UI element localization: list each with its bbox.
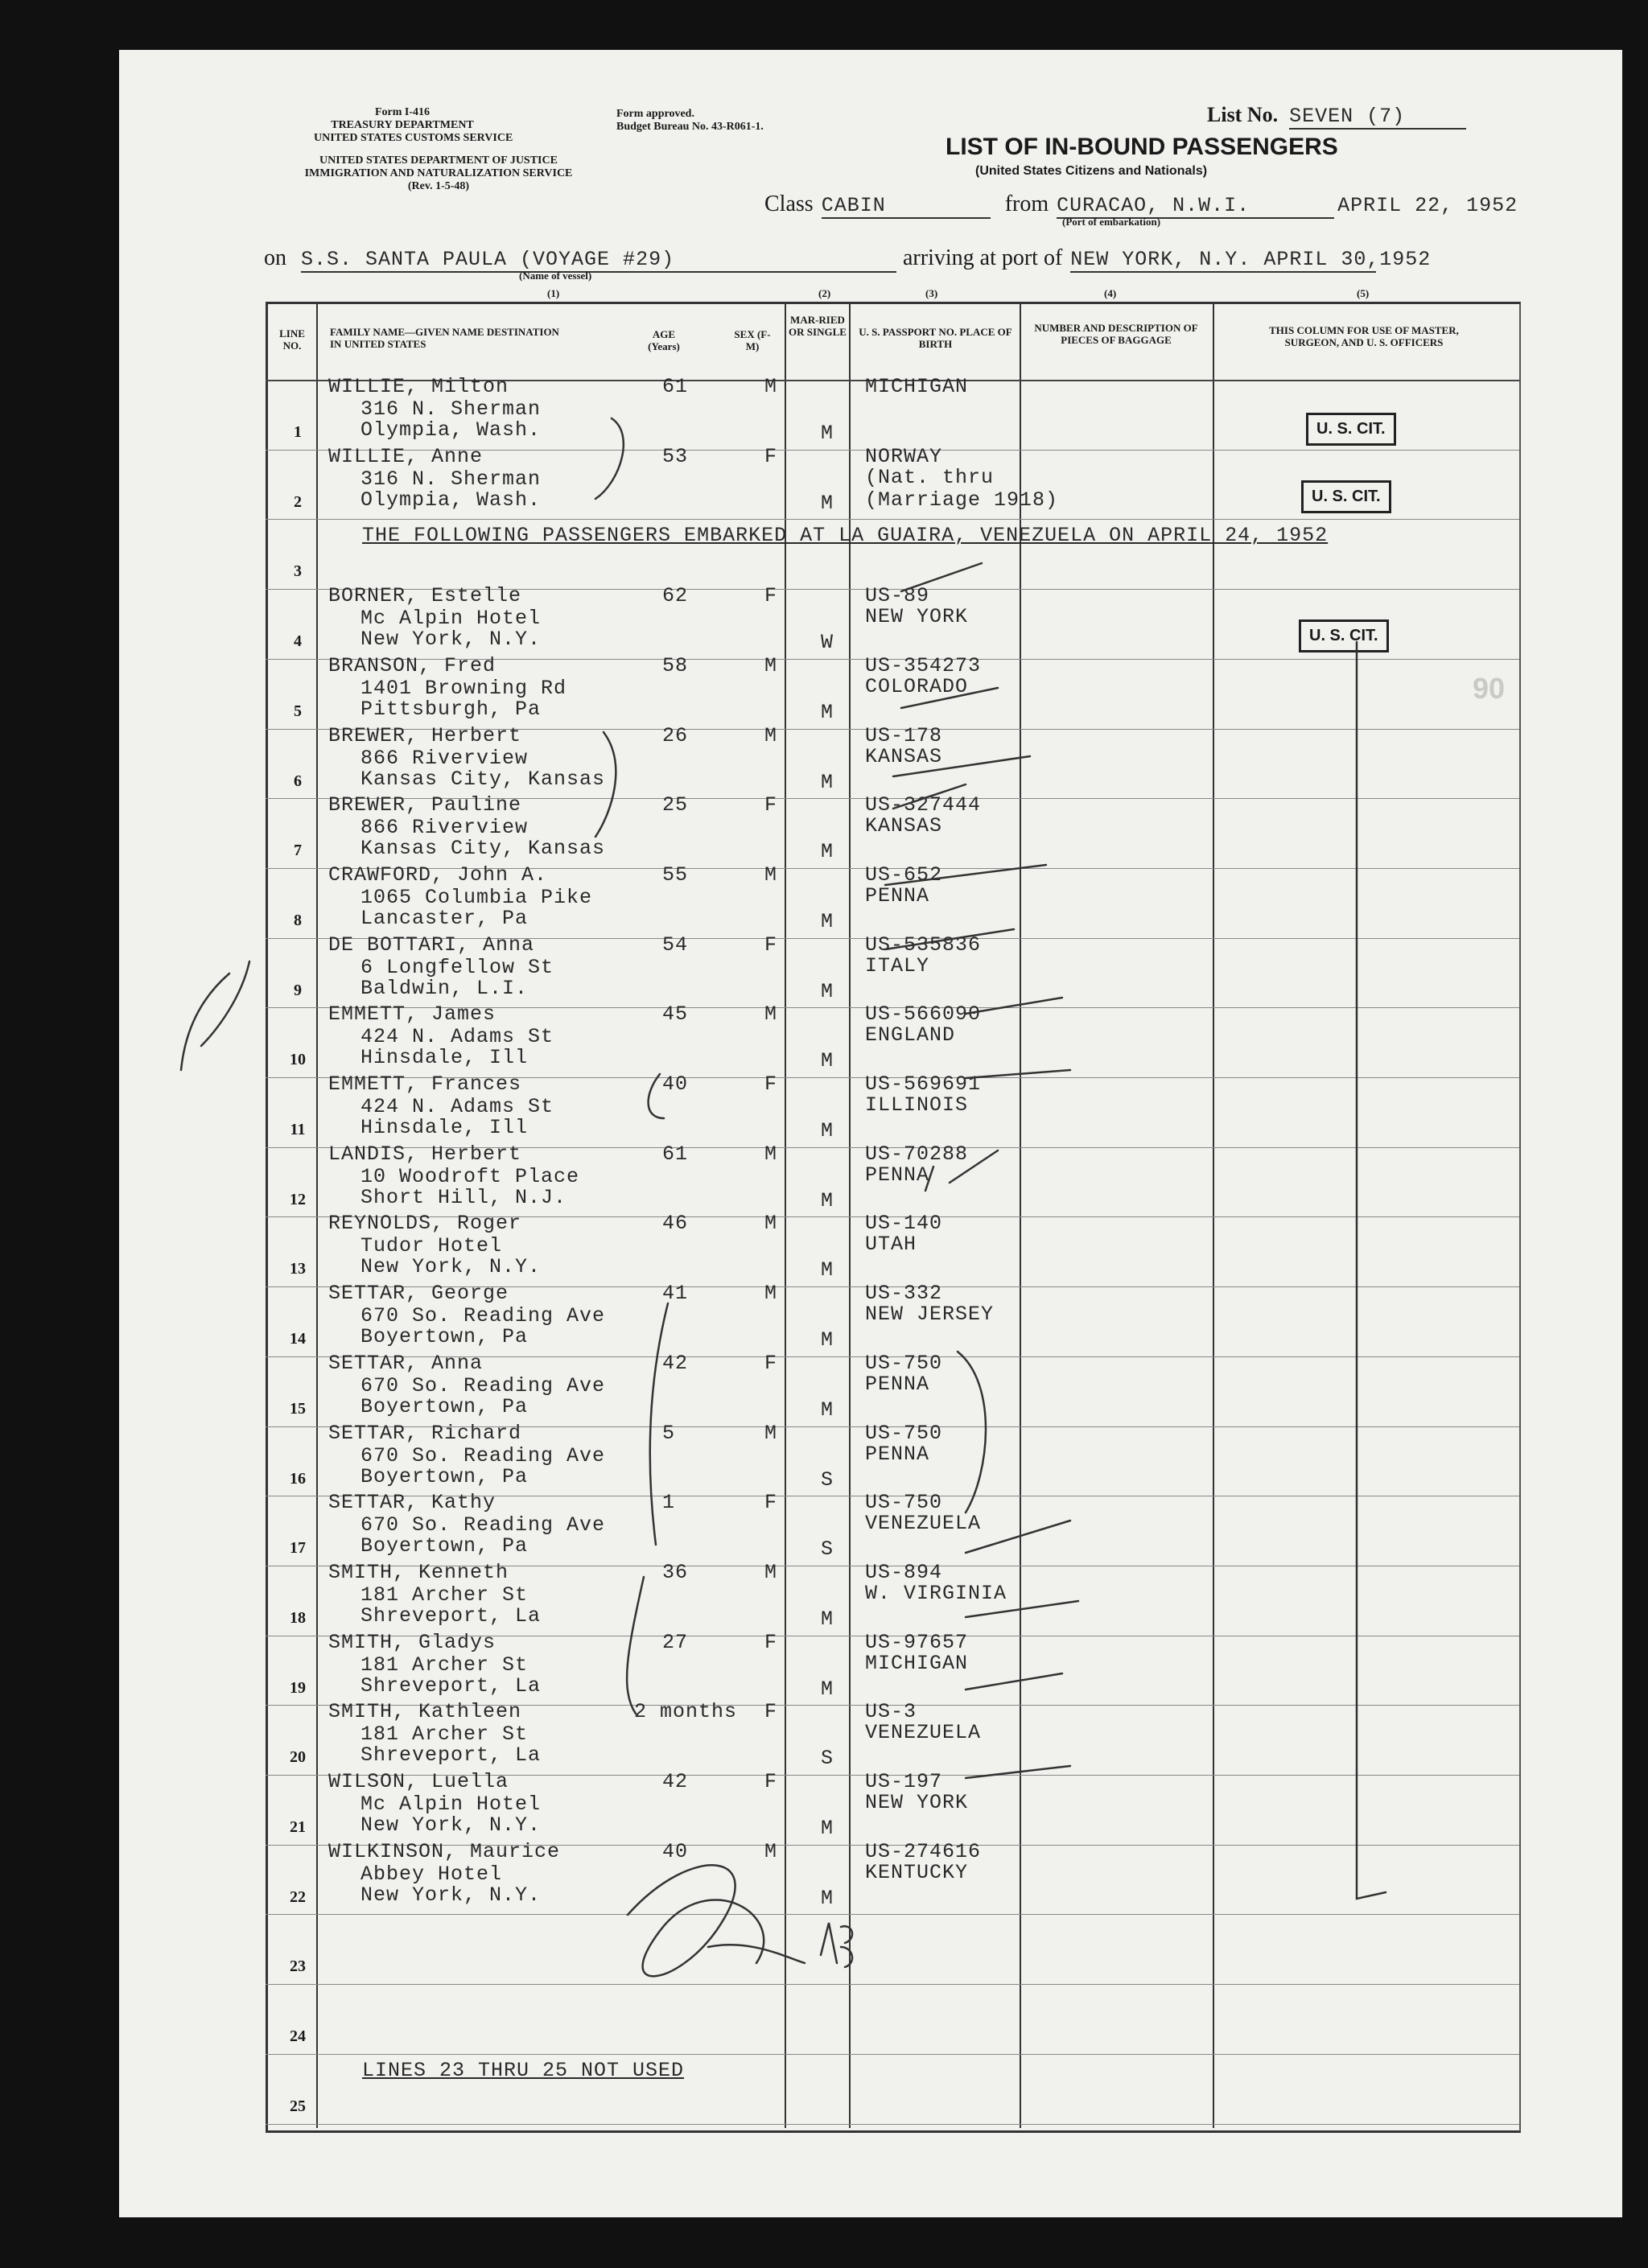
line-number: 24 [290, 2027, 306, 2046]
place-of-birth: UTAH [865, 1233, 917, 1257]
passport-number: US-140 [865, 1212, 943, 1236]
passenger-sex: F [764, 1700, 778, 1724]
col-num-5: (5) [1357, 287, 1370, 299]
passenger-address: 316 N. Sherman [360, 397, 542, 421]
place-of-birth: NEW YORK [865, 1791, 969, 1814]
passenger-age: 55 [662, 862, 689, 887]
place-of-birth: VENEZUELA [865, 1512, 982, 1536]
col-officers: THIS COLUMN FOR USE OF MASTER, SURGEON, AND U. S. OFFICERS [1269, 324, 1459, 348]
service-name: UNITED STATES CUSTOMS SERVICE [314, 132, 513, 144]
marital-status: M [821, 1886, 834, 1910]
passenger-name: WILLIE, Milton [328, 375, 509, 398]
passenger-name: REYNOLDS, Roger [328, 1212, 522, 1236]
passenger-city: Kansas City, Kansas [360, 767, 606, 791]
passenger-name: SMITH, Kathleen [328, 1700, 522, 1724]
passenger-age: 46 [662, 1212, 689, 1236]
passenger-sex: M [764, 1560, 778, 1584]
budget-bureau-number: Budget Bureau No. 43-R061-1. [616, 121, 764, 133]
passenger-city: Short Hill, N.J. [360, 1185, 567, 1209]
passenger-address: 316 N. Sherman [360, 467, 542, 491]
line-number: 9 [294, 981, 302, 999]
embark-year: 52 [1492, 194, 1518, 217]
passenger-address: Abbey Hotel [360, 1862, 503, 1886]
marital-status: M [821, 1049, 834, 1073]
passenger-sex: M [764, 862, 778, 887]
marital-status: M [821, 1677, 834, 1701]
passenger-age: 36 [662, 1560, 689, 1584]
passport-number: US-354273 [865, 653, 982, 677]
class-label: Class [764, 191, 814, 216]
passenger-age: 27 [662, 1630, 689, 1654]
passenger-name: WILSON, Luella [328, 1770, 509, 1793]
passenger-address: 670 So. Reading Ave [360, 1304, 606, 1328]
passport-number: MICHIGAN [865, 375, 969, 398]
passenger-city: Olympia, Wash. [360, 418, 542, 442]
passenger-city: New York, N.Y. [360, 1883, 542, 1907]
passenger-age: 45 [662, 1002, 689, 1027]
vessel-name: S.S. SANTA PAULA (VOYAGE #29) [301, 248, 896, 273]
passenger-address: 670 So. Reading Ave [360, 1373, 606, 1397]
passenger-address: 181 Archer St [360, 1653, 529, 1677]
row-note: THE FOLLOWING PASSENGERS EMBARKED AT LA GUAIRA, VENEZUELA ON APRIL 24, 1952 [362, 524, 1329, 548]
passenger-address: Mc Alpin Hotel [360, 1793, 542, 1816]
line-number: 15 [290, 1399, 306, 1418]
passenger-address: 181 Archer St [360, 1583, 529, 1607]
list-no-value: SEVEN (7) [1289, 105, 1466, 130]
place-of-birth: (Nat. thru [865, 465, 995, 489]
signature [628, 1865, 764, 1976]
passenger-address: 424 N. Adams St [360, 1025, 554, 1049]
col-age: AGE (Years) [648, 328, 680, 352]
passenger-name: EMMETT, Frances [328, 1072, 522, 1096]
passenger-age: 5 [662, 1421, 676, 1445]
line-number: 8 [294, 911, 302, 929]
us-citizen-stamp: U. S. CIT. [1299, 619, 1389, 652]
passenger-sex: F [764, 1630, 778, 1654]
line-number: 10 [290, 1051, 306, 1069]
place-of-birth: MICHIGAN [865, 1651, 969, 1675]
passport-number: US-569691 [865, 1072, 982, 1096]
passenger-name: WILKINSON, Maurice [328, 1839, 561, 1863]
line-number: 7 [294, 842, 302, 860]
passenger-city: Boyertown, Pa [360, 1394, 529, 1418]
passenger-age: 61 [662, 375, 689, 398]
col-num-1: (1) [547, 287, 560, 299]
marital-status: S [821, 1537, 834, 1562]
passenger-name: SMITH, Kenneth [328, 1560, 509, 1584]
passenger-city: Hinsdale, Ill [360, 1116, 529, 1139]
passenger-age: 54 [662, 932, 689, 957]
line-number: 12 [290, 1190, 306, 1208]
passenger-sex: M [764, 1002, 778, 1027]
passenger-name: CRAWFORD, John A. [328, 862, 548, 887]
passenger-address: Tudor Hotel [360, 1234, 503, 1258]
passenger-address: 1065 Columbia Pike [360, 885, 593, 909]
passenger-address: 424 N. Adams St [360, 1095, 554, 1118]
place-of-birth: ITALY [865, 953, 930, 978]
passenger-age: 61 [662, 1142, 689, 1166]
passenger-age: 26 [662, 723, 689, 747]
passport-number: US-566090 [865, 1002, 982, 1027]
arrival-year-prefix: 19 [1379, 248, 1406, 271]
marital-status: M [821, 422, 834, 445]
col-num-2: (2) [818, 287, 831, 299]
marital-status: S [821, 1747, 834, 1771]
passenger-age: 40 [662, 1072, 689, 1096]
place-of-birth: KANSAS [865, 814, 943, 838]
place-of-birth: KENTUCKY [865, 1860, 969, 1884]
passenger-sex: M [764, 1212, 778, 1236]
passport-number: US-89 [865, 584, 930, 608]
passenger-name: DE BOTTARI, Anna [328, 932, 535, 957]
passenger-sex: M [764, 723, 778, 747]
passenger-age: 42 [662, 1351, 689, 1375]
passport-number: US-197 [865, 1770, 943, 1793]
line-number: 13 [290, 1260, 306, 1278]
passenger-city: Lancaster, Pa [360, 906, 529, 930]
line-number: 20 [290, 1748, 306, 1767]
passenger-address: 1401 Browning Rd [360, 676, 567, 700]
line-number: 23 [290, 1957, 306, 1976]
passenger-name: SETTAR, George [328, 1282, 509, 1306]
on-label: on [264, 245, 286, 270]
line-number: 21 [290, 1818, 306, 1836]
line-number: 2 [294, 492, 302, 511]
line-number: 16 [290, 1469, 306, 1488]
line-number: 22 [290, 1887, 306, 1906]
passenger-address: 181 Archer St [360, 1723, 529, 1747]
place-of-birth: PENNA [865, 1163, 930, 1187]
passenger-city: Shreveport, La [360, 1743, 542, 1768]
passenger-sex: F [764, 1072, 778, 1096]
embark-caption: (Port of embarkation) [1062, 216, 1161, 228]
place-of-birth: ENGLAND [865, 1023, 956, 1048]
passenger-name: BORNER, Estelle [328, 584, 522, 608]
line-number: 1 [294, 423, 302, 441]
passenger-age: 58 [662, 653, 689, 677]
line-number: 3 [294, 562, 302, 581]
passenger-sex: M [764, 1142, 778, 1166]
passenger-sex: M [764, 375, 778, 398]
passenger-name: SETTAR, Richard [328, 1421, 522, 1445]
passenger-name: LANDIS, Herbert [328, 1142, 522, 1166]
passenger-age: 62 [662, 584, 689, 608]
place-of-birth: KANSAS [865, 744, 943, 768]
marital-status: M [821, 1607, 834, 1631]
passport-number: US-327444 [865, 793, 982, 817]
marital-status: M [821, 1188, 834, 1212]
passenger-age: 2 months [634, 1700, 738, 1724]
marital-status: M [821, 700, 834, 724]
arriving-label: arriving at port of [903, 245, 1063, 270]
passenger-age: 41 [662, 1282, 689, 1306]
marital-status: M [821, 1817, 834, 1840]
passport-number: US-274616 [865, 1839, 982, 1863]
passenger-city: Boyertown, Pa [360, 1534, 529, 1558]
marital-status: M [821, 491, 834, 515]
from-label: from [1004, 191, 1049, 216]
passenger-name: WILLIE, Anne [328, 444, 484, 468]
passenger-sex: M [764, 1282, 778, 1306]
passenger-city: Pittsburgh, Pa [360, 697, 542, 721]
line-number: 25 [290, 2097, 306, 2115]
passenger-sex: F [764, 932, 778, 957]
marital-status: M [821, 979, 834, 1003]
margin-number: 90 [1473, 672, 1506, 705]
line-number: 18 [290, 1608, 306, 1627]
form-number: Form I-416 [374, 106, 431, 118]
place-of-birth: ILLINOIS [865, 1093, 969, 1117]
passenger-sex: F [764, 793, 778, 817]
us-citizen-stamp: U. S. CIT. [1306, 413, 1396, 446]
check-bracket-line [1357, 642, 1386, 1899]
line-number: 19 [290, 1678, 306, 1697]
line-number: 14 [290, 1330, 306, 1348]
passenger-city: Boyertown, Pa [360, 1464, 529, 1488]
passenger-name: BRANSON, Fred [328, 653, 496, 677]
passenger-city: Hinsdale, Ill [360, 1046, 529, 1070]
col-num-3: (3) [925, 287, 938, 299]
form-subtitle: (United States Citizens and Nationals) [975, 164, 1208, 178]
passport-number: US-535836 [865, 932, 982, 957]
passenger-name: SETTAR, Kathy [328, 1491, 496, 1515]
passenger-address: 670 So. Reading Ave [360, 1513, 606, 1537]
line-number: 11 [290, 1121, 306, 1138]
passenger-sex: M [764, 1839, 778, 1863]
passport-number: US-178 [865, 723, 943, 747]
line-number: 6 [294, 772, 302, 790]
marital-status: W [821, 631, 834, 655]
place-of-birth: NEW JERSEY [865, 1303, 995, 1327]
line-number: 5 [294, 702, 302, 720]
passport-number: NORWAY [865, 444, 943, 468]
passport-number: US-750 [865, 1421, 943, 1445]
passenger-address: Mc Alpin Hotel [360, 607, 542, 631]
passenger-age: 25 [662, 793, 689, 817]
passenger-sex: F [764, 444, 778, 468]
passenger-address: 670 So. Reading Ave [360, 1443, 606, 1467]
marital-status: M [821, 1397, 834, 1422]
marital-status: M [821, 909, 834, 933]
us-citizen-stamp: U. S. CIT. [1301, 480, 1391, 513]
passenger-age: 42 [662, 1770, 689, 1793]
vessel-caption: (Name of vessel) [519, 270, 592, 282]
list-no-label: List No. [1207, 103, 1279, 126]
passport-number: US-70288 [865, 1142, 969, 1166]
ins-name: IMMIGRATION AND NATURALIZATION SERVICE [304, 167, 573, 179]
passport-number: US-894 [865, 1560, 943, 1584]
place-of-birth: NEW YORK [865, 605, 969, 629]
passenger-city: New York, N.Y. [360, 628, 542, 652]
passport-number: US-750 [865, 1351, 943, 1375]
place-of-birth: VENEZUELA [865, 1721, 982, 1745]
col-sex: SEX (F-M) [734, 328, 771, 352]
naturalization-note: (Marriage 1918) [865, 488, 1059, 512]
place-of-birth: COLORADO [865, 674, 969, 698]
passenger-name: BREWER, Pauline [328, 793, 522, 817]
col-name: FAMILY NAME—GIVEN NAME DESTINATION IN UNITED STATES [330, 326, 559, 350]
passenger-name: SETTAR, Anna [328, 1351, 484, 1375]
passenger-address: 866 Riverview [360, 816, 529, 840]
passport-number: US-750 [865, 1491, 943, 1515]
line-number: 17 [290, 1539, 306, 1558]
embark-port: CURACAO, N.W.I. [1057, 194, 1334, 219]
col-passport: U. S. PASSPORT NO. PLACE OF BIRTH [859, 326, 1012, 350]
marital-status: S [821, 1467, 834, 1492]
passenger-address: 866 Riverview [360, 746, 529, 770]
passport-number: US-652 [865, 862, 943, 887]
passenger-age: 1 [662, 1491, 676, 1515]
passenger-age: 40 [662, 1839, 689, 1863]
passenger-city: Baldwin, L.I. [360, 976, 529, 1000]
passenger-city: Shreveport, La [360, 1673, 542, 1698]
passenger-name: BREWER, Herbert [328, 723, 522, 747]
department-name: TREASURY DEPARTMENT [331, 119, 474, 131]
marital-status: M [821, 1119, 834, 1142]
passenger-city: Boyertown, Pa [360, 1325, 529, 1349]
marital-status: M [821, 840, 834, 864]
marital-status: M [821, 1258, 834, 1282]
passenger-city: New York, N.Y. [360, 1813, 542, 1837]
form-title: LIST OF IN-BOUND PASSENGERS [946, 134, 1338, 160]
class-value: CABIN [822, 194, 991, 219]
justice-dept: UNITED STATES DEPARTMENT OF JUSTICE [319, 154, 558, 167]
passport-number: US-3 [865, 1700, 917, 1724]
place-of-birth: PENNA [865, 883, 930, 908]
passenger-address: 10 Woodroft Place [360, 1164, 580, 1188]
col-line-no: LINE NO. [279, 327, 305, 352]
passenger-sex: F [764, 584, 778, 608]
place-of-birth: PENNA [865, 1442, 930, 1466]
marital-status: M [821, 1328, 834, 1352]
col-num-4: (4) [1104, 287, 1117, 299]
passenger-sex: M [764, 653, 778, 677]
passenger-sex: F [764, 1770, 778, 1793]
passenger-city: New York, N.Y. [360, 1255, 542, 1279]
row-note: LINES 23 THRU 25 NOT USED [362, 2058, 685, 2082]
marital-status: M [821, 770, 834, 794]
revision: (Rev. 1-5-48) [407, 180, 470, 192]
place-of-birth: W. VIRGINIA [865, 1581, 1007, 1605]
passenger-sex: F [764, 1491, 778, 1515]
passport-number: US-332 [865, 1282, 943, 1306]
passport-number: US-97657 [865, 1630, 969, 1654]
col-baggage: NUMBER AND DESCRIPTION OF PIECES OF BAGGAGE [1034, 322, 1198, 346]
passenger-name: SMITH, Gladys [328, 1630, 496, 1654]
line-number: 4 [294, 632, 302, 651]
arrival-year: 52 [1405, 248, 1432, 271]
col-married: MAR-RIED OR SINGLE [789, 314, 847, 338]
passenger-city: Olympia, Wash. [360, 488, 542, 512]
passenger-sex: F [764, 1351, 778, 1375]
passenger-age: 53 [662, 444, 689, 468]
passenger-city: Shreveport, La [360, 1603, 542, 1628]
passenger-sex: M [764, 1421, 778, 1445]
arrival-port-date: NEW YORK, N.Y. APRIL 30, [1070, 248, 1380, 271]
embark-date: APRIL 22, 19 [1337, 194, 1493, 217]
place-of-birth: PENNA [865, 1372, 930, 1396]
passenger-city: Kansas City, Kansas [360, 837, 606, 861]
passenger-address: 6 Longfellow St [360, 955, 554, 979]
approval-text: Form approved. [616, 108, 694, 120]
passenger-name: EMMETT, James [328, 1002, 496, 1027]
